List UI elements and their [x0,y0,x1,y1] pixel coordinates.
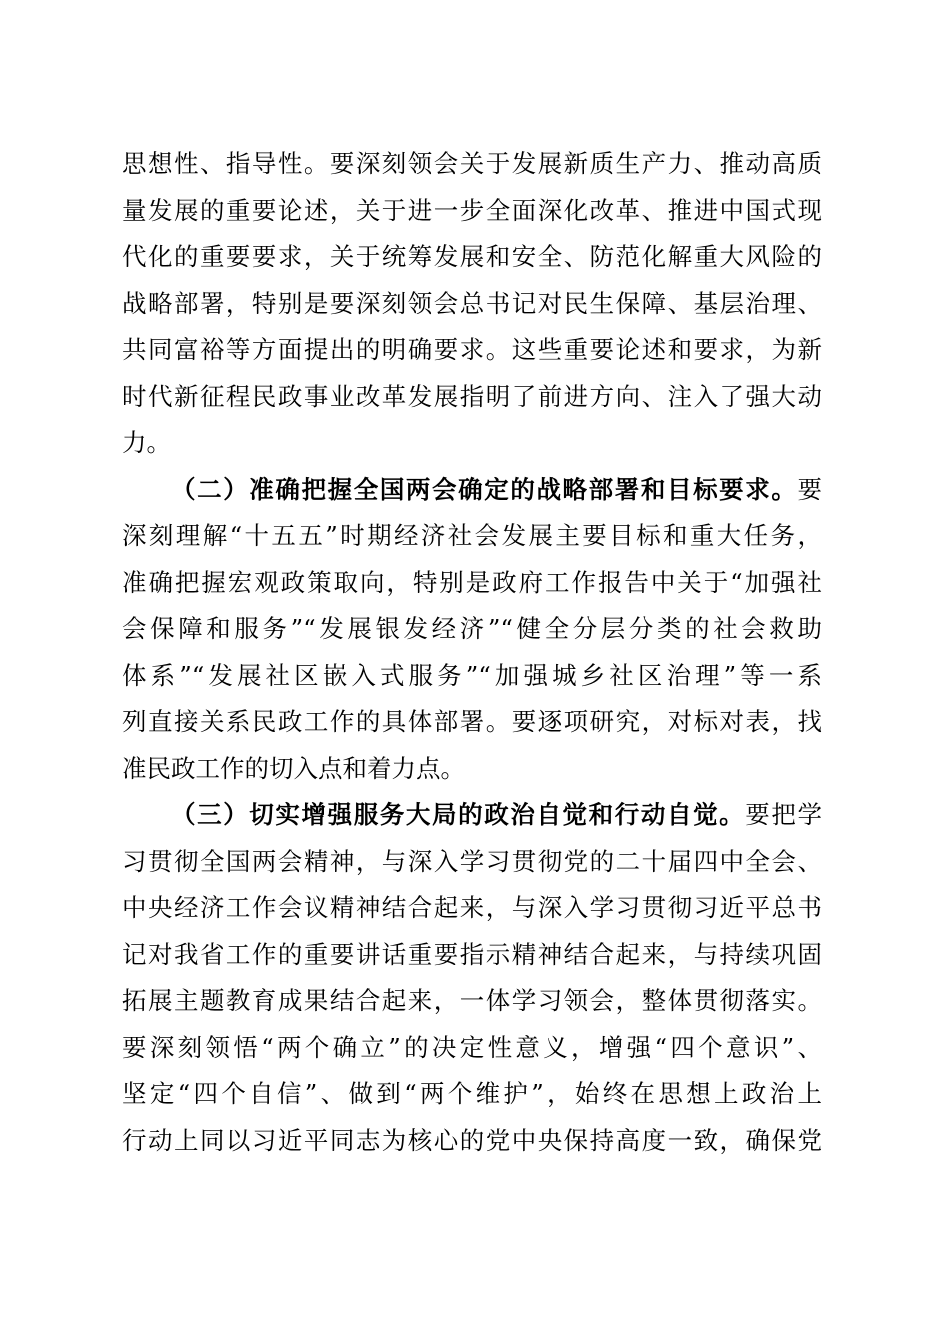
text-line: 坚定“四个自信”、做到“两个维护”，始终在思想上政治上 [122,1079,822,1108]
document-body [122,141,822,1164]
text-line: 力。 [122,428,171,457]
text-line: 要深刻领悟“两个确立”的决定性意义，增强“四个意识”、 [122,1032,822,1062]
text-line: 记对我省工作的重要讲话重要指示精神结合起来，与持续巩固 [122,939,822,969]
text-line: 列直接关系民政工作的具体部署。要逐项研究，对标对表，找 [122,707,822,736]
text-line: 行动上同以习近平同志为核心的党中央保持高度一致，确保党 [122,1125,822,1155]
text-line: 时代新征程民政事业改革发展指明了前进方向、注入了强大动 [122,381,822,411]
text-span: 要 [797,474,822,504]
text-line: 量发展的重要论述，关于进一步全面深化改革、推进中国式现 [122,195,822,225]
text-line: 共同富裕等方面提出的明确要求。这些重要论述和要求，为新 [122,335,822,364]
text-line: 准民政工作的切入点和着力点。 [122,753,465,783]
section-heading-2: （二）准确把握全国两会确定的战略部署和目标要求。 [171,474,798,504]
section-heading-3: （三）切实增强服务大局的政治自觉和行动自觉。 [171,800,746,829]
text-line: 思想性、指导性。要深刻领会关于发展新质生产力、推动高质 [122,149,822,178]
text-line: 深刻理解“十五五”时期经济社会发展主要目标和重大任务， [122,521,822,550]
text-line: 拓展主题教育成果结合起来，一体学习领会，整体贯彻落实。 [122,986,822,1015]
text-line: 会保障和服务”“发展银发经济”“健全分层分类的社会救助 [122,614,822,643]
text-line: 代化的重要要求，关于统筹发展和安全、防范化解重大风险的 [122,242,822,271]
text-span: 要把学 [745,800,823,829]
text-line: 中央经济工作会议精神结合起来，与深入学习贯彻习近平总书 [122,893,822,922]
text-line: 战略部署，特别是要深刻领会总书记对民生保障、基层治理、 [122,288,822,318]
text-line: 习贯彻全国两会精神，与深入学习贯彻党的二十届四中全会、 [122,846,822,876]
section-heading-line [122,467,822,514]
section-heading-line [122,792,822,839]
text-line: 体系”“发展社区嵌入式服务”“加强城乡社区治理”等一系 [122,660,822,690]
text-line: 准确把握宏观政策取向，特别是政府工作报告中关于“加强社 [122,567,822,597]
